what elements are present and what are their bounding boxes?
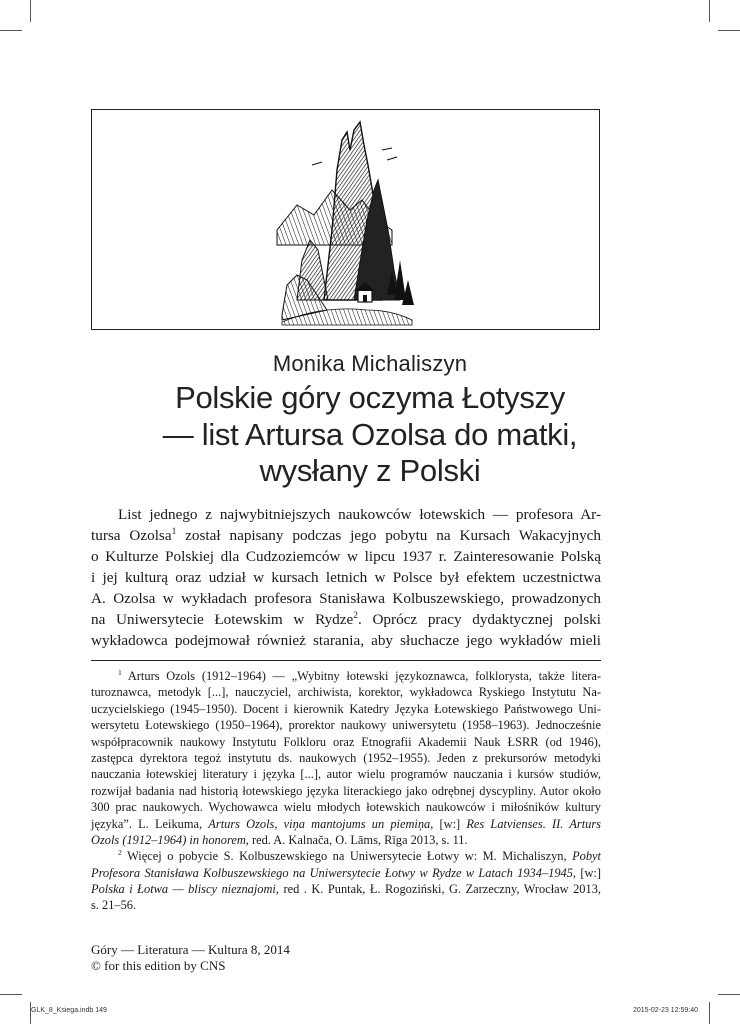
author-name: Monika Michaliszyn xyxy=(272,351,468,376)
footnote-divider xyxy=(91,660,601,661)
footnote-line: $^1$ Arturs Ozols (1912–1964) — „Wybitny łotewski językoznawca, folklorysta, także litera- xyxy=(118,667,601,683)
footnote-line: s. 21–56. xyxy=(91,898,137,913)
footnotes xyxy=(91,668,601,914)
footnote-line: Ozols (1912–1964) in honorem, red. A. Kalnača, O. Lāms, Rīga 2013, s. 11. xyxy=(91,832,468,847)
body-line: i jej kulturą oraz udział w kursach letnich w Polsce był efektem uczestnictwa xyxy=(91,569,601,586)
footnote-line: $^2$ Więcej o pobycie S. Kolbuszewskiego na Uniwersytecie Łotwy w: M. Michaliszyn, Pobyt xyxy=(118,848,601,864)
copyright-note: © for this edition by CNS xyxy=(91,958,226,973)
footnote-number: 2 xyxy=(118,848,122,858)
footnote-line: nauczania łotewskiej literatury i języka [...], autor wielu programów nauczania i kursów studiów, xyxy=(91,767,601,782)
footnote-line: Polska i Łotwa — bliscy nieznajomi, red . K. Puntak, Ł. Rogoziński, G. Zarzeczny, Wrocław 2013, xyxy=(91,882,601,897)
footnote-line: 300 prac naukowych. Wychowawca wielu młodych łotewskich naukowców i miłośników kultury xyxy=(91,800,601,815)
footnote-line: Profesora Stanisława Kolbuszewskiego na Uniwersytecie Łotwy w Rydze w Latach 1934–1945, [w:] xyxy=(91,865,602,880)
body-line: A. Ozolsa w wykładach profesora Stanisława Kolbuszewskiego, prowadzonych xyxy=(91,590,601,607)
footnote-number: 1 xyxy=(118,667,122,677)
body-line: o Kulturze Polskiej dla Cudzoziemców w lipcu 1937 r. Zainteresowanie Polską xyxy=(91,548,601,565)
footnote-line: współpracownik naukowy Instytutu Folkloru oraz Etnografii Akademii Nauk ŁSRR (od 1946), xyxy=(91,734,601,749)
footnote-ref[interactable]: 1 xyxy=(171,526,177,537)
crop-mark xyxy=(718,994,740,995)
print-slug-timestamp: 2015-02-23 12:59:40 xyxy=(633,1007,698,1014)
journal-info xyxy=(91,942,290,974)
crop-mark xyxy=(709,1002,710,1024)
crop-mark xyxy=(30,0,31,22)
print-slug-file: GLK_8_Ksiega.indb 149 xyxy=(31,1007,107,1014)
footnote-line: zastępca dyrektora tegoż instytutu ds. naukowych (1952–1955). Jeden z prekursorów metodyki xyxy=(91,750,601,765)
body-line: wykładowca podejmował również starania, aby słuchacze jego wykładów mieli xyxy=(91,632,601,649)
footnote-line: rozwijał badania nad historią łotewskiego języka literackiego jako odrębnej dyscypliny. Autor około xyxy=(91,783,601,798)
article-title-line: — list Artursa Ozolsa do matki, xyxy=(162,417,578,452)
body-paragraph xyxy=(91,504,601,651)
crop-mark xyxy=(718,30,740,31)
crop-mark xyxy=(0,994,22,995)
article-title-line: Polskie góry oczyma Łotyszy xyxy=(175,380,565,415)
crop-mark xyxy=(0,30,22,31)
footnote-line: języka”. L. Leikuma, Arturs Ozols, viņa mantojums un piemiņa, [w:] Res Latvienses. II. Arturs xyxy=(91,816,602,831)
body-line: na Uniwersytecie Łotewskim w Rydze$^2$. Oprócz pracy dydaktycznej polski xyxy=(91,610,601,628)
footnote-line: wersytetu Łotewskiego (1950–1964), prorektor naukowy uniwersytetu (1958–1963). Jednocześnie xyxy=(91,718,601,733)
body-line: tursa Ozolsa$^1$ został napisany podczas jego pobytu na Kursach Wakacyjnych xyxy=(91,526,601,544)
illustration-frame xyxy=(91,109,600,330)
article-title-line: wysłany z Polski xyxy=(259,453,481,488)
mountain-engraving-icon xyxy=(92,110,599,329)
footnote-ref[interactable]: 2 xyxy=(353,610,358,621)
footnote-line: uczycielskiego (1945–1950). Docent i kierownik Katedry Języka Łotewskiego Państwowego Uni- xyxy=(91,701,601,716)
crop-mark xyxy=(709,0,710,22)
journal-title: Góry — Literatura — Kultura 8, 2014 xyxy=(91,942,290,957)
footnote-line: turoznawca, metodyk [...], nauczyciel, archiwista, korektor, wykładowca Ryskiego Instytutu Na- xyxy=(91,685,601,700)
body-line: List jednego z najwybitniejszych naukowców łotewskich — profesora Ar- xyxy=(118,506,601,523)
